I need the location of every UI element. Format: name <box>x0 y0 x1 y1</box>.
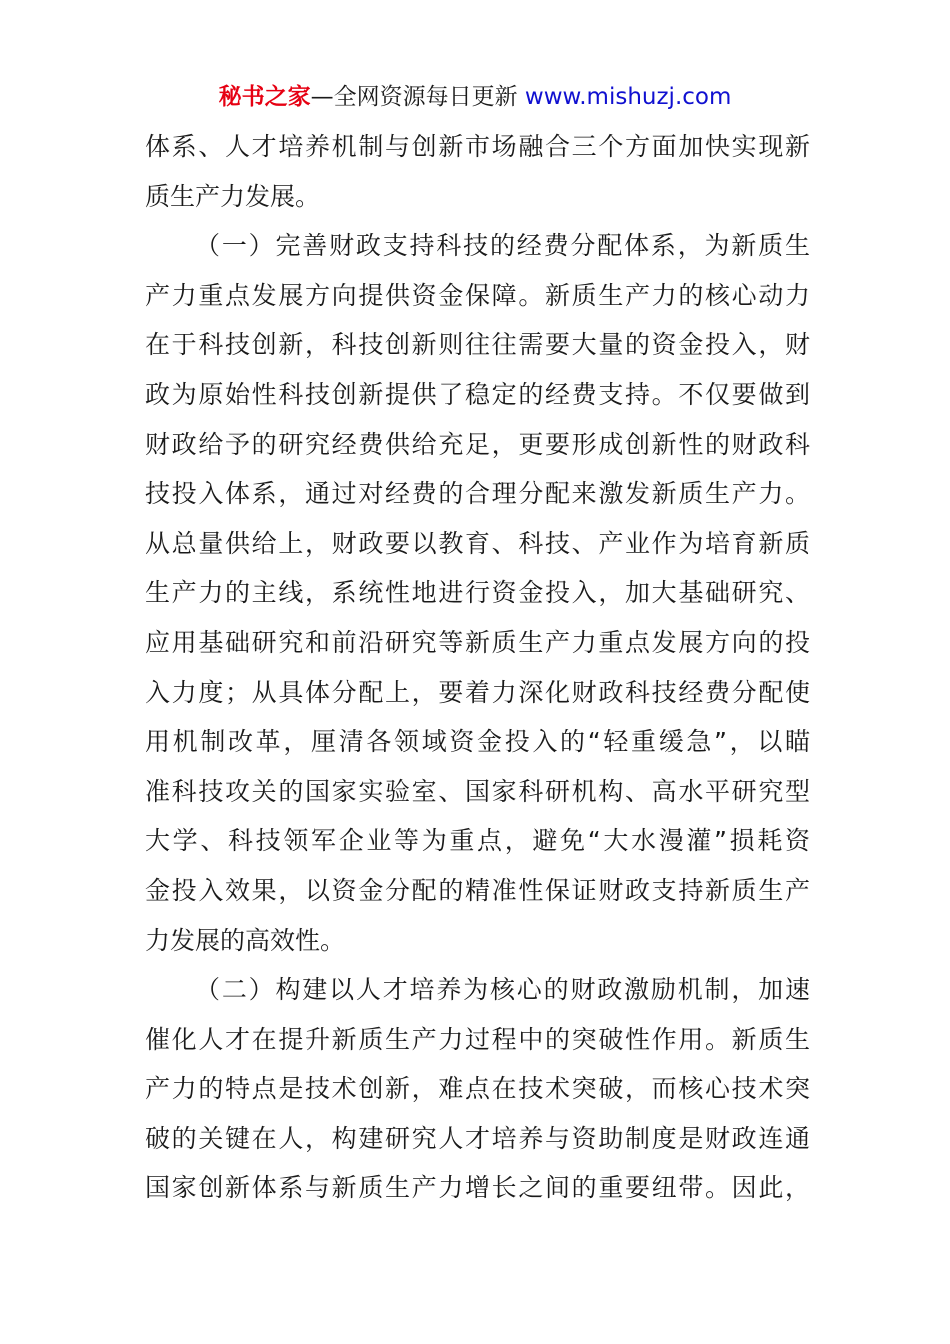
text-line: 在于科技创新，科技创新则往往需要大量的资金投入，财 <box>145 330 810 360</box>
text-line: 生产力的主线，系统性地进行资金投入，加大基础研究、 <box>145 578 810 608</box>
text-line: 力发展的高效性。 <box>145 925 346 955</box>
header-brand: 秘书之家 <box>218 84 311 110</box>
page-header <box>0 80 950 114</box>
text-line: 产力重点发展方向提供资金保障。新质生产力的核心动力 <box>145 280 810 310</box>
document-body <box>145 122 810 1213</box>
text-line: 体系、人才培养机制与创新市场融合三个方面加快实现新 <box>145 132 810 161</box>
header-url-link[interactable]: www.mishuzj.com <box>524 84 732 110</box>
text-line: 质生产力发展。 <box>145 181 321 211</box>
text-line: 准科技攻关的国家实验室、国家科研机构、高水平研究型 <box>145 776 810 806</box>
header-tagline: —全网资源每日更新 <box>310 84 518 110</box>
text-line: 应用基础研究和前沿研究等新质生产力重点发展方向的投 <box>145 627 810 657</box>
text-line: 用机制改革，厘清各领域资金投入的“轻重缓急”，以瞄 <box>145 727 810 757</box>
text-line: 金投入效果，以资金分配的精准性保证财政支持新质生产 <box>145 875 810 905</box>
text-line: 政为原始性科技创新提供了稳定的经费支持。不仅要做到 <box>145 379 810 409</box>
text-line: 从总量供给上，财政要以教育、科技、产业作为培育新质 <box>145 528 810 558</box>
text-line: 催化人才在提升新质生产力过程中的突破性作用。新质生 <box>145 1024 810 1054</box>
text-line-paragraph-start: （二）构建以人才培养为核心的财政激励机制，加速 <box>195 975 810 1005</box>
text-line-paragraph-start: （一）完善财政支持科技的经费分配体系，为新质生 <box>195 231 810 261</box>
text-line: 破的关键在人，构建研究人才培养与资助制度是财政连通 <box>145 1123 810 1153</box>
text-line: 产力的特点是技术创新，难点在技术突破，而核心技术突 <box>145 1074 810 1104</box>
text-line: 财政给予的研究经费供给充足，更要形成创新性的财政科 <box>145 429 810 459</box>
text-line: 技投入体系，通过对经费的合理分配来激发新质生产力。 <box>145 479 810 509</box>
text-line: 大学、科技领军企业等为重点，避免“大水漫灌”损耗资 <box>145 826 810 856</box>
text-line: 国家创新体系与新质生产力增长之间的重要纽带。因此， <box>145 1173 810 1203</box>
text-line: 入力度；从具体分配上，要着力深化财政科技经费分配使 <box>145 677 810 707</box>
